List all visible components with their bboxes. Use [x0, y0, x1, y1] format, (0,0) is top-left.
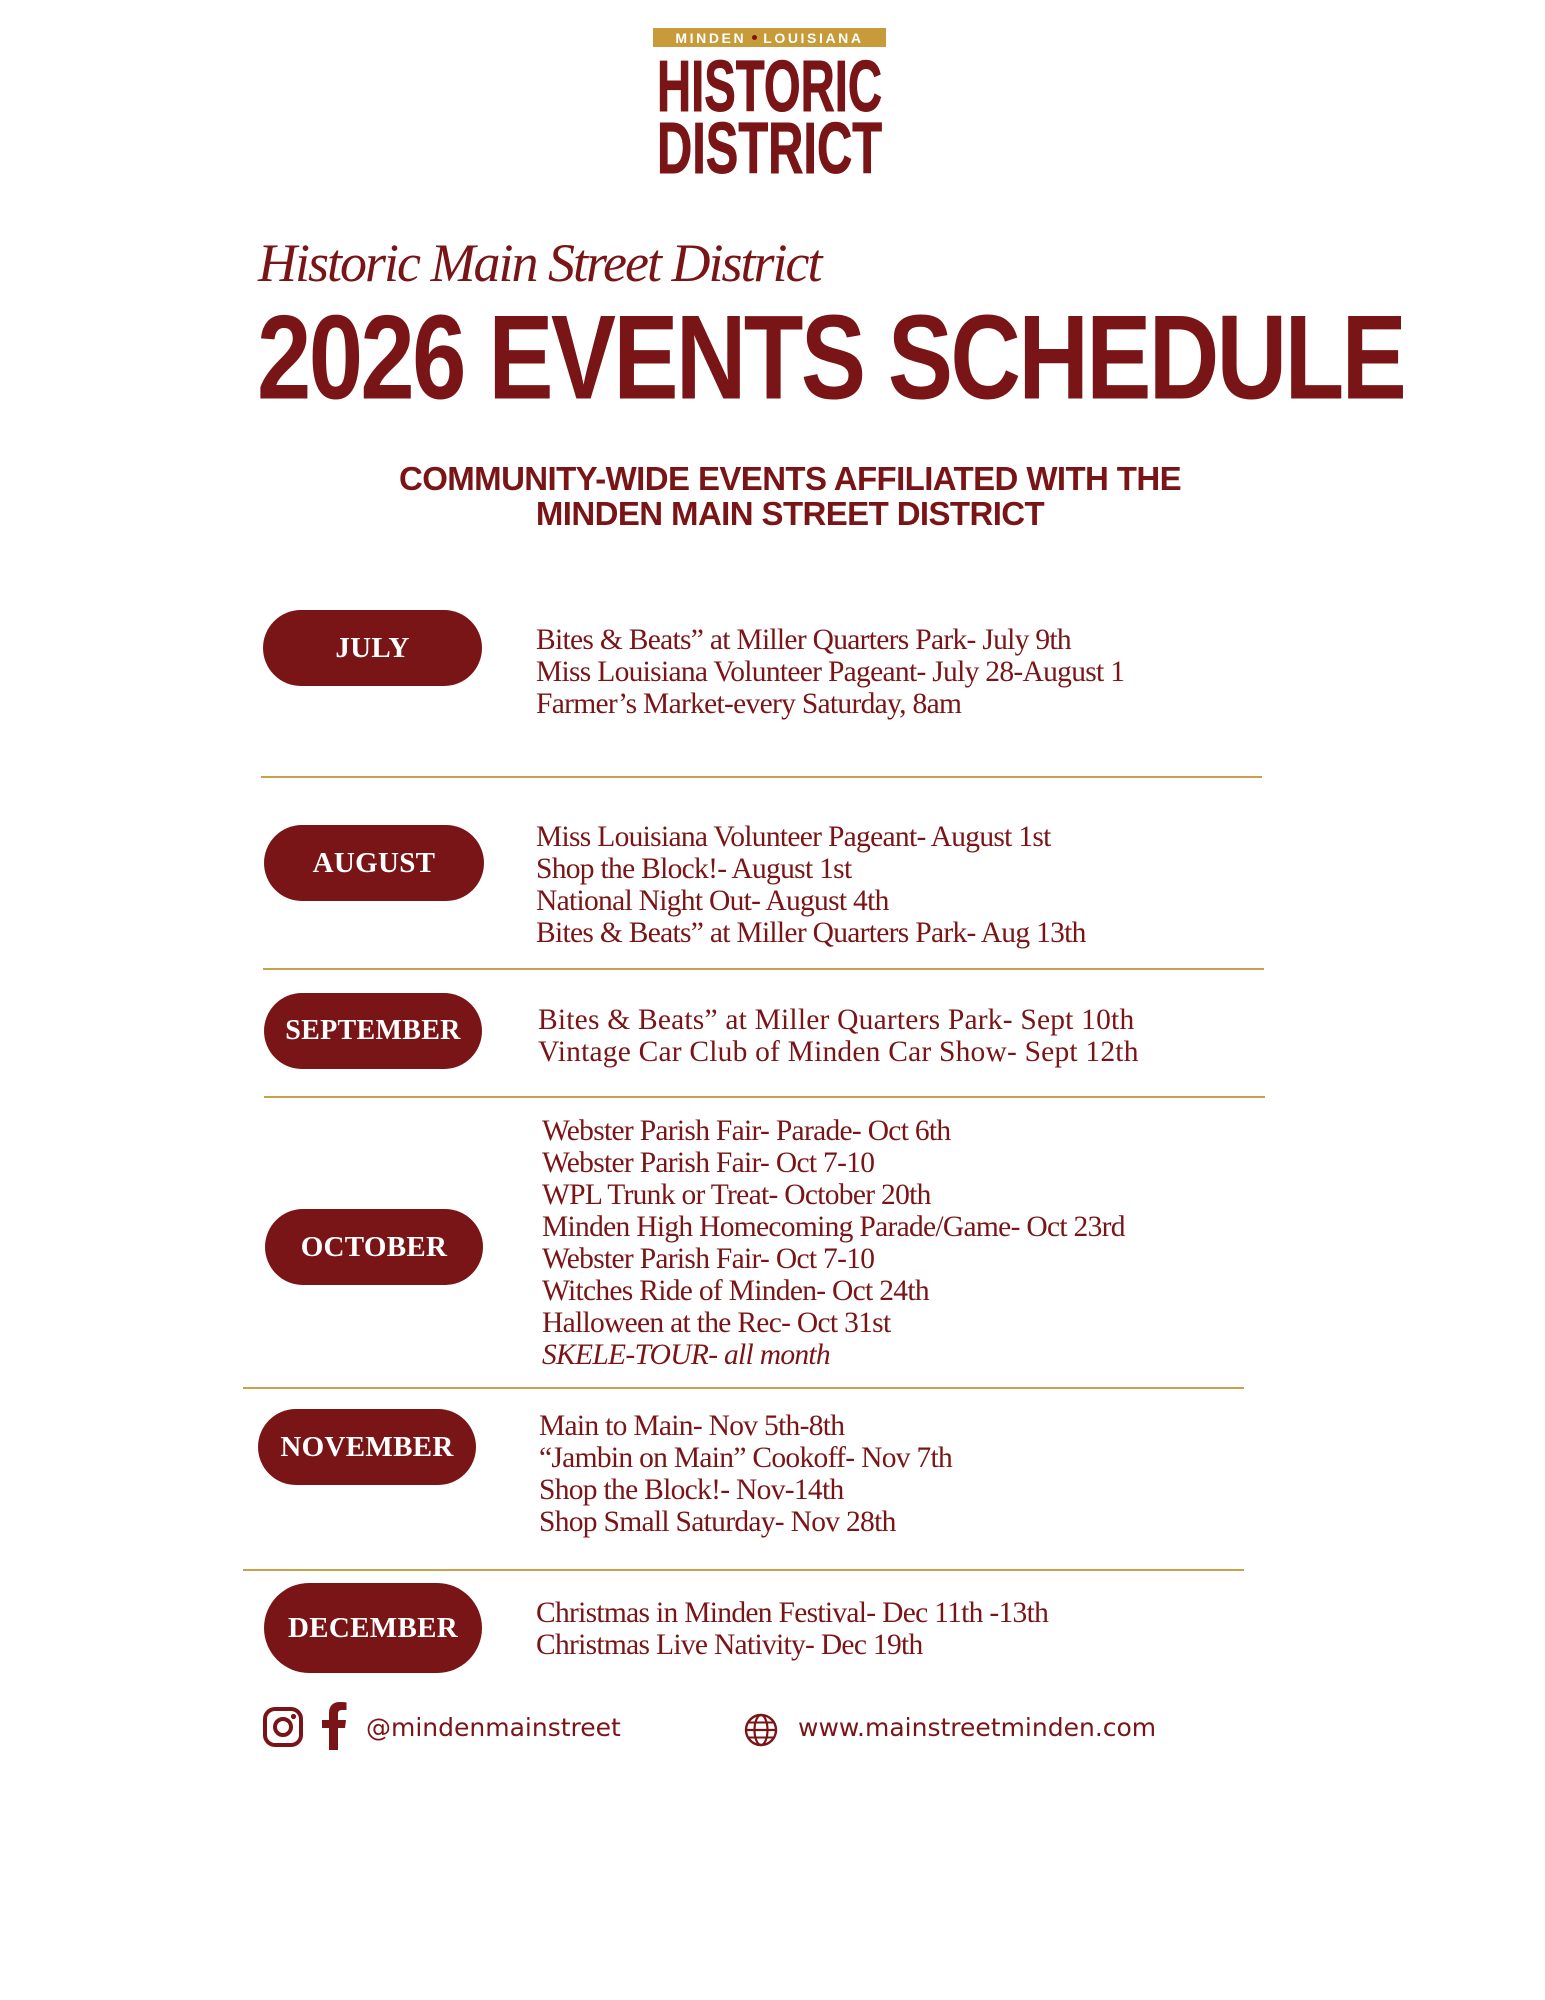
event-item: National Night Out- August 4th: [536, 885, 889, 917]
website-link[interactable]: www.mainstreetminden.com: [798, 1713, 1157, 1742]
event-item: Halloween at the Rec- Oct 31st: [542, 1307, 891, 1339]
logo-state: LOUISIANA: [763, 29, 864, 46]
facebook-icon[interactable]: [321, 1700, 347, 1750]
event-item: SKELE-TOUR- all month: [542, 1339, 830, 1371]
event-item: Farmer’s Market-every Saturday, 8am: [536, 688, 962, 720]
instagram-icon[interactable]: [262, 1706, 304, 1748]
divider: [261, 776, 1262, 778]
event-item: Bites & Beats” at Miller Quarters Park- Aug 13th: [536, 917, 1086, 949]
event-item: Vintage Car Club of Minden Car Show- Sept 12th: [538, 1036, 1139, 1068]
logo-line-district: DISTRICT: [657, 109, 883, 189]
event-item: WPL Trunk or Treat- October 20th: [542, 1179, 931, 1211]
divider: [243, 1387, 1244, 1389]
historic-district-logo: [653, 28, 886, 189]
logo-line-historic: HISTORIC: [657, 47, 882, 127]
events-august: [536, 821, 1086, 949]
event-item: “Jambin on Main” Cookoff- Nov 7th: [539, 1442, 953, 1474]
event-item: Shop Small Saturday- Nov 28th: [539, 1506, 896, 1538]
event-item: Minden High Homecoming Parade/Game- Oct 23rd: [542, 1211, 1125, 1243]
event-item: Shop the Block!- August 1st: [536, 853, 852, 885]
page-title: 2026 EVENTS SCHEDULE: [257, 290, 1405, 425]
event-item: Webster Parish Fair- Oct 7-10: [542, 1243, 875, 1275]
month-pill-november: NOVEMBER: [258, 1409, 476, 1485]
event-item: Miss Louisiana Volunteer Pageant- August 1st: [536, 821, 1051, 853]
month-pill-october: OCTOBER: [265, 1209, 483, 1285]
events-october: [542, 1115, 1125, 1371]
event-item: Christmas Live Nativity- Dec 19th: [536, 1629, 923, 1661]
event-item: Christmas in Minden Festival- Dec 11th -13th: [536, 1597, 1049, 1629]
event-item: Miss Louisiana Volunteer Pageant- July 28-August 1: [536, 656, 1125, 688]
event-item: Bites & Beats” at Miller Quarters Park- July 9th: [536, 624, 1071, 656]
event-item: Webster Parish Fair- Oct 7-10: [542, 1147, 875, 1179]
events-july: [536, 624, 1124, 720]
events-november: [539, 1410, 952, 1538]
events-september: [538, 1004, 1139, 1068]
event-item: Main to Main- Nov 5th-8th: [539, 1410, 845, 1442]
events-december: [536, 1597, 1048, 1661]
event-item: Shop the Block!- Nov-14th: [539, 1474, 844, 1506]
month-pill-december: DECEMBER: [264, 1583, 482, 1673]
subtitle-line-1: COMMUNITY-WIDE EVENTS AFFILIATED WITH THE: [398, 460, 1181, 497]
divider: [263, 968, 1264, 970]
globe-icon: [743, 1712, 779, 1748]
month-pill-july: JULY: [263, 610, 482, 686]
logo-top-banner: [653, 28, 886, 47]
subtitle: [350, 461, 1230, 531]
logo-dot: [752, 35, 757, 40]
script-title: Historic Main Street District: [258, 233, 821, 293]
event-item: Witches Ride of Minden- Oct 24th: [542, 1275, 929, 1307]
logo-city: MINDEN: [675, 29, 747, 46]
event-item: Bites & Beats” at Miller Quarters Park- Sept 10th: [538, 1004, 1135, 1036]
month-pill-september: SEPTEMBER: [264, 993, 482, 1069]
event-item: Webster Parish Fair- Parade- Oct 6th: [542, 1115, 951, 1147]
month-pill-august: AUGUST: [264, 825, 484, 901]
social-handle[interactable]: @mindenmainstreet: [366, 1713, 621, 1742]
subtitle-line-2: MINDEN MAIN STREET DISTRICT: [535, 495, 1045, 532]
divider: [264, 1096, 1265, 1098]
logo-wordmark: [653, 47, 886, 189]
divider: [243, 1569, 1244, 1571]
